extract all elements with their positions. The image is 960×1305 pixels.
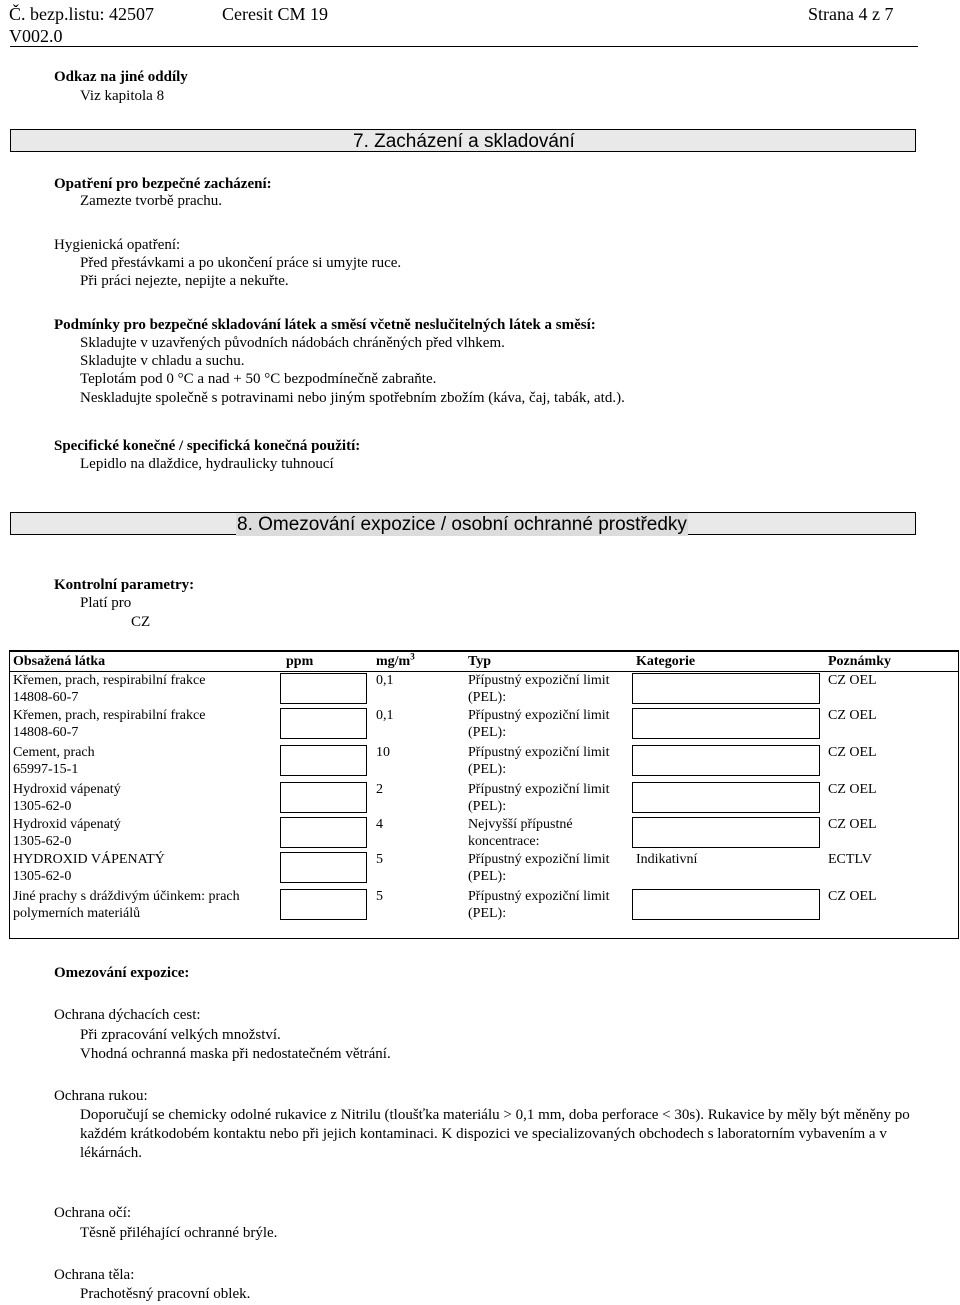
hand-text: Doporučují se chemicky odolné rukavice z Nitrilu (tloušťka materiálu > 0,1 mm, doba perforace < 30s). Rukavice by měly být měněny po každém krátkodobém kontaktu nebo při jejich kontaminaci. K dispozici ve specializovaných obchodech s laboratorním vybavením a v lékárnách. bbox=[80, 1107, 910, 1161]
cell-category: Indikativní bbox=[636, 852, 698, 867]
storage-line: Neskladujte společně s potravinami nebo jiným spotřebním zbožím (káva, čaj, tabák, atd.). bbox=[80, 390, 625, 406]
product-name: Ceresit CM 19 bbox=[222, 4, 328, 24]
cell-mg: 5 bbox=[376, 889, 383, 904]
category-empty-box bbox=[632, 745, 820, 776]
country-code: CZ bbox=[131, 614, 151, 630]
cell-notes: CZ OEL bbox=[828, 782, 877, 797]
hand-title: Ochrana rukou: bbox=[54, 1088, 148, 1104]
cell-notes: CZ OEL bbox=[828, 745, 877, 760]
ppm-empty-box bbox=[280, 889, 367, 920]
cell-type-cont: (PEL): bbox=[468, 762, 507, 777]
safe-handling-line: Zamezte tvorbě prachu. bbox=[80, 193, 223, 209]
cell-substance-name: Křemen, prach, respirabilní frakce bbox=[13, 673, 206, 688]
hygiene-line: Před přestávkami a po ukončení práce si umyjte ruce. bbox=[80, 255, 402, 271]
cell-type-cont: (PEL): bbox=[468, 690, 507, 705]
ppm-empty-box bbox=[280, 673, 367, 704]
col-header-notes: Poznámky bbox=[828, 654, 891, 669]
cell-mg: 2 bbox=[376, 782, 383, 797]
col-header-type: Typ bbox=[468, 654, 492, 669]
version: V002.0 bbox=[9, 26, 63, 46]
cell-substance-name: Jiné prachy s dráždivým účinkem: prach bbox=[13, 889, 240, 904]
cell-mg: 0,1 bbox=[376, 708, 394, 723]
section8-title: 8. Omezování expozice / osobní ochranné prostředky bbox=[237, 514, 687, 535]
ppm-empty-box bbox=[280, 782, 367, 813]
exposure-title: Omezování expozice: bbox=[54, 965, 190, 981]
cell-substance-name: Hydroxid vápenatý bbox=[13, 817, 121, 832]
category-empty-box bbox=[632, 708, 820, 739]
body-text: Prachotěsný pracovní oblek. bbox=[80, 1286, 251, 1302]
cell-type: Nejvyšší přípustné bbox=[468, 817, 573, 832]
eye-title: Ochrana očí: bbox=[54, 1205, 132, 1221]
col-header-ppm: ppm bbox=[286, 654, 314, 669]
cell-substance-cas: 14808-60-7 bbox=[13, 725, 79, 740]
category-empty-box bbox=[632, 673, 820, 704]
resp-line: Při zpracování velkých množství. bbox=[80, 1027, 281, 1043]
ref-text: Viz kapitola 8 bbox=[80, 88, 165, 104]
storage-title: Podmínky pro bezpečné skladování látek a směsí včetně neslučitelných látek a směsí: bbox=[54, 317, 596, 333]
cell-type-cont: (PEL): bbox=[468, 799, 507, 814]
cell-notes: CZ OEL bbox=[828, 889, 877, 904]
ppm-empty-box bbox=[280, 745, 367, 776]
applies-to: Platí pro bbox=[80, 595, 132, 611]
hygiene-line: Při práci nejezte, nepijte a nekuřte. bbox=[80, 273, 289, 289]
cell-substance-cas: 14808-60-7 bbox=[13, 690, 79, 705]
resp-line: Vhodná ochranná maska při nedostatečném větrání. bbox=[80, 1046, 391, 1062]
ref-title: Odkaz na jiné oddíly bbox=[54, 69, 188, 85]
header-rule bbox=[10, 46, 918, 47]
section7-title: 7. Zacházení a skladování bbox=[353, 131, 575, 152]
cell-substance-name: Cement, prach bbox=[13, 745, 95, 760]
exposure-limits-table bbox=[9, 650, 959, 939]
control-params-title: Kontrolní parametry: bbox=[54, 577, 195, 593]
body-title: Ochrana těla: bbox=[54, 1267, 135, 1283]
cell-substance-cas: 1305-62-0 bbox=[13, 869, 72, 884]
end-use-text: Lepidlo na dlaždice, hydraulicky tuhnoucí bbox=[80, 456, 334, 472]
cell-type-cont: (PEL): bbox=[468, 906, 507, 921]
cell-type: Přípustný expoziční limit bbox=[468, 852, 610, 867]
cell-type: Přípustný expoziční limit bbox=[468, 889, 610, 904]
cell-notes: CZ OEL bbox=[828, 708, 877, 723]
col-header-substance: Obsažená látka bbox=[13, 654, 106, 669]
doc-number: Č. bezp.listu: 42507 bbox=[9, 4, 154, 24]
category-empty-box bbox=[632, 782, 820, 813]
safe-handling-title: Opatření pro bezpečné zacházení: bbox=[54, 176, 272, 192]
cell-type: Přípustný expoziční limit bbox=[468, 745, 610, 760]
cell-notes: CZ OEL bbox=[828, 817, 877, 832]
cell-substance-cas: polymerních materiálů bbox=[13, 906, 141, 921]
cell-substance-name: Hydroxid vápenatý bbox=[13, 782, 121, 797]
cell-mg: 4 bbox=[376, 817, 383, 832]
storage-line: Skladujte v uzavřených původních nádobách chráněných před vlhkem. bbox=[80, 335, 505, 351]
storage-line: Teplotám pod 0 °C a nad + 50 °C bezpodmínečně zabraňte. bbox=[80, 371, 437, 387]
col-header-category: Kategorie bbox=[636, 654, 696, 669]
category-empty-box bbox=[632, 889, 820, 920]
cell-notes: CZ OEL bbox=[828, 673, 877, 688]
cell-type: Přípustný expoziční limit bbox=[468, 782, 610, 797]
ppm-empty-box bbox=[280, 708, 367, 739]
end-use-title: Specifické konečné / specifická konečná použití: bbox=[54, 438, 361, 454]
resp-title: Ochrana dýchacích cest: bbox=[54, 1007, 201, 1023]
section7-bar bbox=[10, 129, 916, 152]
ppm-empty-box bbox=[280, 852, 367, 883]
cell-type-cont: (PEL): bbox=[468, 869, 507, 884]
hygiene-title: Hygienická opatření: bbox=[54, 237, 181, 253]
cell-substance-cas: 1305-62-0 bbox=[13, 834, 72, 849]
cell-mg: 0,1 bbox=[376, 673, 394, 688]
eye-text: Těsně přiléhající ochranné brýle. bbox=[80, 1225, 278, 1241]
cell-substance-name: Křemen, prach, respirabilní frakce bbox=[13, 708, 206, 723]
ppm-empty-box bbox=[280, 817, 367, 848]
section8-bar bbox=[10, 512, 916, 535]
page-number: Strana 4 z 7 bbox=[808, 4, 894, 24]
cell-substance-cas: 1305-62-0 bbox=[13, 799, 72, 814]
cell-notes: ECTLV bbox=[828, 852, 872, 867]
cell-substance-name: HYDROXID VÁPENATÝ bbox=[13, 852, 165, 867]
col-header-mgm3: $mg/m^3$ bbox=[376, 651, 415, 669]
cell-type-cont: koncentrace: bbox=[468, 834, 540, 849]
cell-type: Přípustný expoziční limit bbox=[468, 673, 610, 688]
cell-type-cont: (PEL): bbox=[468, 725, 507, 740]
cell-type: Přípustný expoziční limit bbox=[468, 708, 610, 723]
cell-mg: 10 bbox=[376, 745, 390, 760]
cell-mg: 5 bbox=[376, 852, 383, 867]
cell-substance-cas: 65997-15-1 bbox=[13, 762, 79, 777]
category-empty-box bbox=[632, 817, 820, 848]
storage-line: Skladujte v chladu a suchu. bbox=[80, 353, 245, 369]
